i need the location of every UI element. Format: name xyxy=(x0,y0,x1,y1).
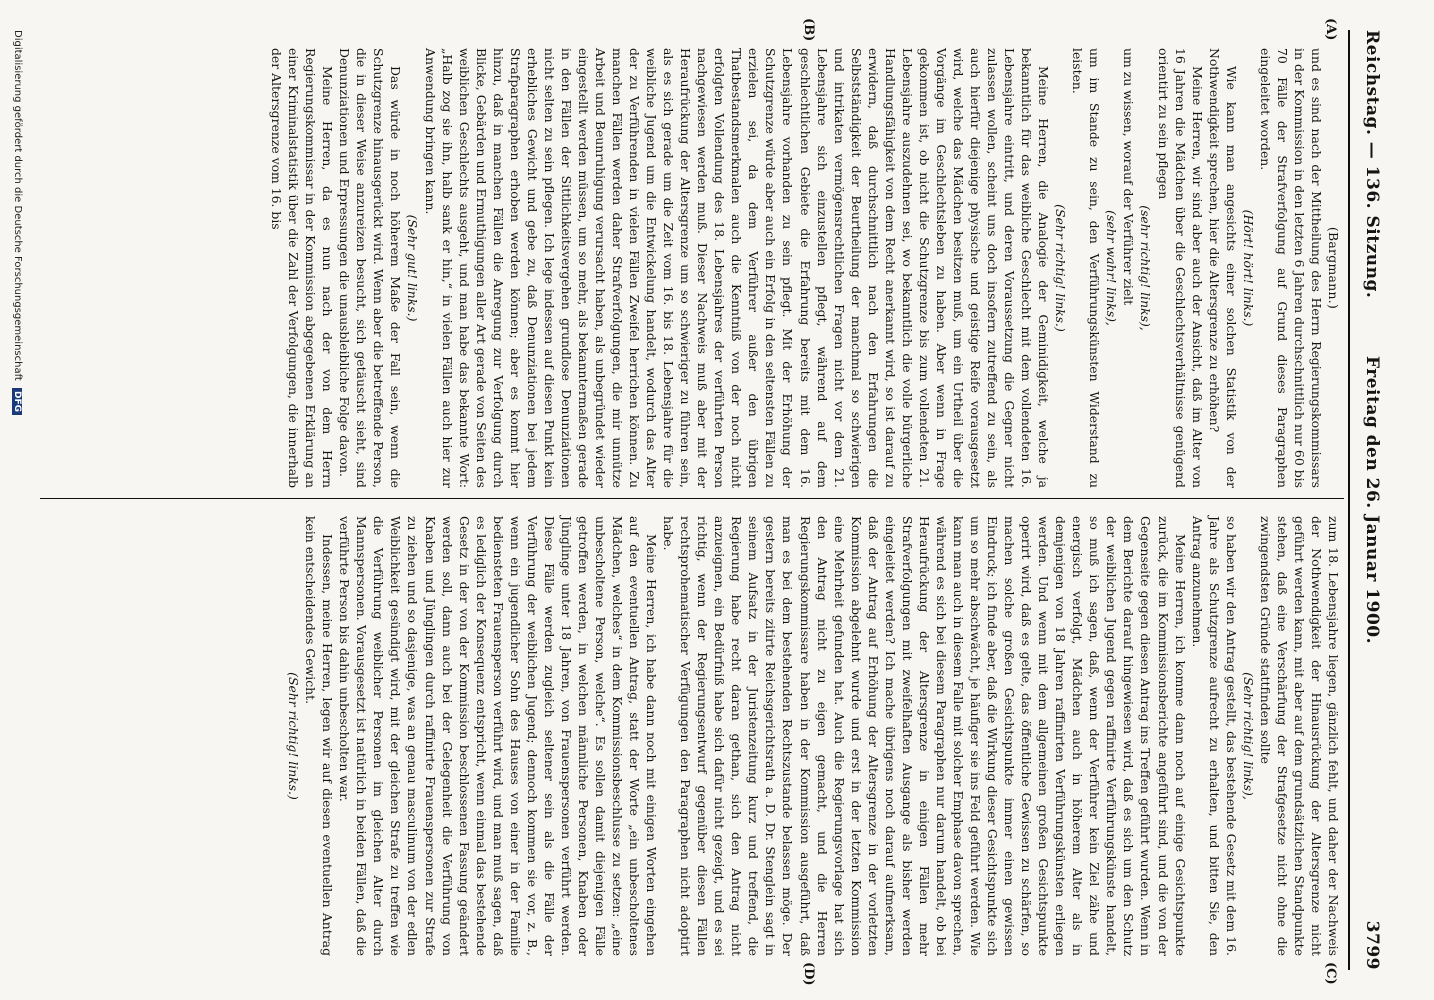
footer-credit: Digitalisierung gefördert durch die Deutsche Forschungsgemeinschaft xyxy=(12,30,23,381)
interjection: (Sehr richtig! links), xyxy=(1240,672,1256,800)
paragraph: Meine Herren, wir sind aber auch der Ansicht, daß im Alter von 16 Jahren die Mädchen über die Geschlechtsverhältnisse genügend orientirt zu sein pflegen xyxy=(1155,48,1205,488)
paragraph: Meine Herren, ich habe dann noch mit einigen Worten eingehen auf den eventuellen Antrag, statt der Worte „ein unbescholtenes Mädchen, welches“ in dem Kommissionsbeschlusse zu setzen: „eine unbescholtene Person, welche“. Es sollen damit diejenigen Fälle getroffen werden, in welchen männliche Personen, Knaben oder Jünglinge unter 18 Jahren, von Frauenspersonen verführt werden. Diese Fälle werden zugleich seltener sein als die Fälle der Verführung der weiblichen Jugend; dennoch kommen sie vor, z. B., wenn ein jugendlicher Sohn des Hauses von einer in der Familie bediensteten Frauensperson verführt wird, und man muß sagen, daß es lediglich der Konsequenz entspricht, wenn einmal das bestehende Gesetz in der von der Kommission beschlossenen Fassung geändert werden soll, dann auch bei der Gelegenheit die Verführung von Knaben und Jünglingen durch raffinirte Frauenspersonen zur Strafe zu ziehen und so dasjenige, was an genau masculinum von der edlen Weiblichkeit gesündigt wird, mit der gleichen Strafe zu treffen wie die Verführung weiblicher Personen im gleichen Alter durch Mannspersonen. Vorausgesetzt ist natürlich in beiden Fällen, daß die verführte Person bis dahin unbescholten war. xyxy=(337,516,660,956)
margin-mark-b: (B) xyxy=(801,18,816,42)
header-session: Reichstag. — 136. Sitzung. xyxy=(1362,30,1382,299)
header-rule xyxy=(1348,30,1350,970)
paragraph: Indessen, meine Herren, legen wir auf diesen eventuellen Antrag kein entscheidendes Gewicht. xyxy=(303,516,336,956)
right-column xyxy=(285,516,1342,956)
column-divider xyxy=(40,498,1344,499)
margin-mark-a: (A) xyxy=(1323,18,1338,41)
interjection: (Hört! hört! links.) xyxy=(1240,209,1256,327)
header-date: Freitag den 26. Januar 1900. xyxy=(1362,355,1382,645)
page-number: 3799 xyxy=(1362,920,1382,970)
paragraph: um im Stande zu sein, den Verführungskünsten Widerstand zu leisten. xyxy=(1070,48,1103,488)
interjection: (Sehr richtig! links.) xyxy=(286,672,302,800)
left-column xyxy=(268,48,1342,488)
interjection: (Sehr richtig! links.) xyxy=(1053,204,1069,332)
page-header xyxy=(1350,30,1390,970)
footer xyxy=(12,30,23,970)
paragraph: Meine Herren, da es nun nach der von dem Herrn Regierungskommissar in der Kommission abgegebenen Erklärung an einer Kriminalstatistik über die Zahl der Verfolgungen, die innerhalb der Altersgrenze vom 16. bis xyxy=(269,48,336,488)
paragraph: Das würde in noch höherem Maße der Fall sein, wenn die Schutzgrenze hinausgerückt wird. Wenn aber die betreffende Person, die in dieser Weise anzureizen besucht, sich getäuscht sieht, sind Denunziationen und Erpressungen die unausbleibliche Folge davon. xyxy=(337,48,404,488)
speaker-label: (Bargmann.) xyxy=(1326,226,1341,310)
margin-mark-d: (D) xyxy=(801,962,816,986)
interjection: (sehr wahr! links), xyxy=(1104,210,1120,326)
interjection: (sehr richtig! links), xyxy=(1138,205,1154,331)
margin-mark-c: (C) xyxy=(1323,962,1338,985)
paragraph: so haben wir den Antrag gestellt, das bestehende Gesetz mit dem 16. Jahre als Schutzgrenze aufrecht zu erhalten, und bitten Sie, den Antrag anzunehmen. xyxy=(1189,516,1239,956)
paragraph: Meine Herren, die Analogie der Geminidigkeit, welche ja bekanntlich für das weibliche Geschlecht mit dem vollendeten 16. Lebensjahre eintritt, und deren Voraussetzung die Gegner nicht zulassen wollen, scheint uns doch insofern zutreffend zu sein, als auch hierfür diejenige physische und geistige Reife vorausgesetzt wird, welche das Mädchen besitzen muß, um ein Urtheil über die Vorgänge im Geschlechtsleben zu haben. Aber wenn in Frage gekommen ist, ob nicht die Schutzgrenze bis zum vollendeten 21. Lebensjahre auszudehnen sei, wo bekanntlich die volle bürgerliche Handlungsfähigkeit von dem Recht anerkannt wird, so ist darauf zu erwidern, daß durchschnittlich nach den Erfahrungen die Selbstständigkeit der Beurtheilung der manchmal so schwierigen und intrikaten vermögensrechtlichen Fragen nicht vor dem 21. Lebensjahre sich einzustellen pflegt, während auf dem geschlechtlichen Gebiete die Erfahrung bereits mit dem 16. Lebensjahre vorhanden zu sein pflegt. Mit der Erhöhung der Schutzgrenze würde aber auch ein Erfolg in den seltensten Fällen zu erzielen sei, da dem Verführer außer den übrigen Thatbestandsmerkmalen auch die Kenntniß von der noch nicht erfolgten Vollendung des 18. Lebensjahres der verführten Person nachgewiesen werden muß. Dieser Nachweis muß aber mit der Heraufrückung der Altersgrenze um so schwieriger zu führen sein, als es sich gerade um die Zeit vom 16. bis 18. Lebensjahre für die weibliche Jugend um die Entwickelung handelt, wodurch das Alter der zu Verführenden in vielen Fällen Zweifel herrichen können. Zu manchen Fällen werden daher Strafverfolgungen, die mir unnütze Arbeit und Beunruhigung verursacht haben, als unbegründet wieder eingestellt werden müssen, um so mehr, als bekanntermaßen gerade in den Fällen der Sittlichkeitsvergehen grundlose Denunziationen nicht selten zu sein pflegen. Ich lege indessen auf diesen Punkt kein erhebliches Gewicht und gebe zu, daß Denunziationen bei jedem Strafparagraphen erhoben werden können; aber es kommt hier hinzu, daß in manchen Fällen die Anregung zur Verfolgung durch Blicke, Gebärden und Ermuthigungen aller Art gerade von Seiten des weiblichen Geschlechts ausgeht, und man habe das bekannte Wort: „Halb zog sie ihn, halb sank er hin,“ in vielen Fällen auch hier zur Anwendung bringen kann. xyxy=(422,48,1052,488)
paragraph: um zu wissen, worauf der Verführer zielt xyxy=(1121,48,1137,306)
interjection: (Sehr gut! links.) xyxy=(405,214,421,322)
paragraph: zum 18. Lebensjahre liegen, gänzlich fehlt, und daher der Nachweis der Nothwendigkeit der Hinausrückung der Altersgrenze nicht geführt werden kann, mit aber auf dem grundsätzlichen Standpunkte stehen, daß eine Verschärfung der Strafgesetze nicht ohne die zwingendsten Gründe stattfinden sollte xyxy=(1257,516,1341,956)
paragraph: und es sind nach der Mittheilung des Herrn Regierungskommissars in der Kommission in den letzten 6 Jahren durchschnittlich nur 60 bis 70 Fälle der Strafverfolgung auf Grund dieses Paragraphen eingeleitet worden. xyxy=(1257,48,1324,488)
paragraph: Meine Herren, ich komme dann noch auf einige Gesichtspunkte zurück, die im Kommissionsberichte angeführt sind, und die von der Gegenseite gegen diesen Antrag ins Treffen geführt wurden. Wenn in dem Berichte darauf hingewiesen wird, daß es sich um den Schutz der weiblichen Jugend gegen raffinirte Verführungskünste handelt, so muß ich sagen, daß, wenn der Verführer kein Ziel zähe und energisch verfolgt, Mädchen auch in höherem Alter als in demjenigen von 18 Jahren raffinirten Verführungskünsten erliegen werden. Und wenn mit dem allgemeinen großen Gesichtspunkte operirt wird, daß es gelte, das öffentliche Gewissen zu schärfen, so machen solche großen Gesichtspunkte immer einen gewissen Eindruck; ich finde aber, daß die Wirkung dieser Gesichtspunkte sich um so mehr abschwächt, je häufiger sie ins Feld geführt werden. Wie kann man auch in diesem Falle mit solcher Emphase davon sprechen, während es sich bei diesem Paragraphen nur darum handelt, ob bei Heraufrückung der Altersgrenze in einigen Fällen mehr Strafverfolgungen mit zweifelhaften Ausgange als bisher werden eingeleitet werden? Ich mache übrigens noch darauf aufmerksam, daß der Antrag auf Erhöhung der Altersgrenze in der vorletzten Kommission abgelehnt wurde und erst in der letzten Kommission eine Mehrheit gefunden hat. Auch die Regierungsvorlage hat sich den Antrag nicht zu eigen gemacht, und die Herren Regierungskommissare haben in der Kommission ausgeführt, daß man es bei dem bestehenden Rechtszustande belassen möge. Der gestern bereits zitirte Reichsgerichtsrath a. D. Dr. Stenglein sagt in seinem Aufsatz in der Juristenzeitung kurz und treffend, die Regierung habe recht daran gethan, sich den Antrag nicht anzueignen, ein Bedürfniß habe sich dafür nicht gezeigt, und es sei richtig, wenn der Regierungsentwurf gegenüber diesen Fällen rechtsprohematischer Verfügungen den Paragraphen nicht adoptirt habe. xyxy=(661,516,1188,956)
paragraph: Wie kann man angesichts einer solchen Statistik von der Nothwendigkeit sprechen, hier die Altersgrenze zu erhöhen? xyxy=(1206,48,1239,488)
dfg-logo-icon: DFG xyxy=(12,388,22,415)
